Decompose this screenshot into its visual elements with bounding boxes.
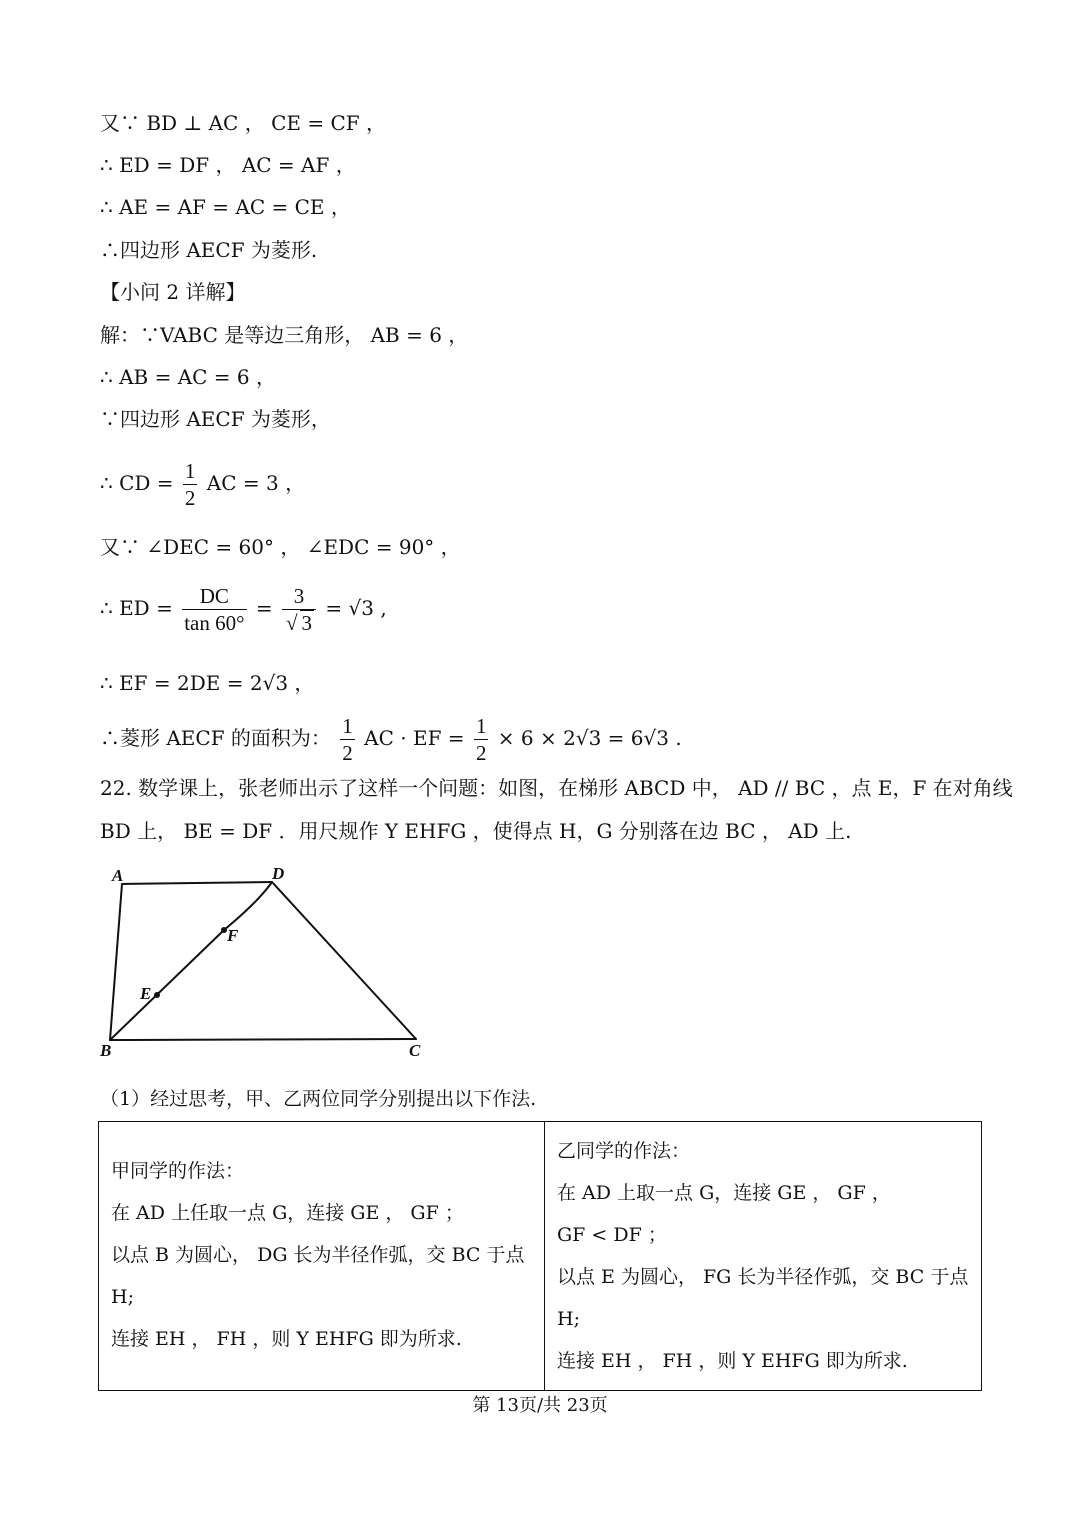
fraction-denominator: 2	[342, 741, 353, 765]
subquestion-1: （1）经过思考，甲、乙两位同学分别提出以下作法.	[100, 1088, 537, 1110]
point-e	[154, 992, 160, 998]
fraction-numerator: 1	[184, 459, 196, 483]
fraction-one-half-a	[340, 713, 355, 766]
method-b-line-2: GF < DF ；	[557, 1224, 667, 1246]
method-b-line-3: 以点 E 为圆心， FG 长为半径作弧，交 BC 于点	[557, 1266, 969, 1288]
side-ab	[110, 884, 122, 1040]
part2-step-1: 解：∵VABC 是等边三角形， AB = 6 ，	[100, 323, 469, 347]
question-22-line-2: BD 上， BE = DF ．用尺规作 Y EHFG ，使得点 H，G 分别落在边 BC ， AD 上.	[100, 819, 852, 843]
part2-step-8	[100, 710, 682, 766]
step4-suffix: AC = 3 ，	[206, 471, 306, 495]
step8-prefix: ∴菱形 AECF 的面积为：	[100, 726, 331, 750]
diagonal-bd	[110, 882, 272, 1040]
page-footer: 第 13页/共 23页	[472, 1395, 608, 1416]
method-a-cell	[99, 1122, 545, 1391]
method-b-cell	[545, 1122, 982, 1391]
fraction-one-half-b	[474, 713, 489, 766]
method-a-title: 甲同学的作法：	[111, 1160, 245, 1182]
step4-prefix: ∴ CD =	[100, 471, 174, 495]
side-ad	[122, 882, 272, 884]
method-a-line-4: 连接 EH ， FH ，则 Y EHFG 即为所求.	[111, 1328, 462, 1350]
part2-step-7: ∴ EF = 2DE = 2√3 ，	[100, 671, 315, 695]
fraction-numerator: 1	[342, 714, 353, 738]
method-a-line-3: H;	[111, 1286, 134, 1308]
label-f: F	[227, 926, 239, 945]
part2-step-6	[100, 580, 387, 636]
equals-sign: =	[255, 596, 273, 620]
fraction-numerator: 1	[475, 714, 487, 738]
label-b: B	[100, 1041, 112, 1060]
proof-line-3: ∴ AE = AF = AC = CE ，	[100, 195, 351, 219]
fraction-denominator	[282, 610, 316, 636]
side-bc	[110, 1039, 416, 1040]
step6-prefix: ∴ ED =	[100, 596, 173, 620]
method-a-line-1: 在 AD 上任取一点 G，连接 GE ， GF ；	[111, 1202, 464, 1224]
fraction-one-half	[183, 458, 198, 511]
fraction-numerator: 3	[282, 583, 316, 610]
fraction-denominator: 2	[475, 741, 487, 765]
fraction-denominator: 2	[184, 486, 196, 510]
part2-step-3: ∵四边形 AECF 为菱形，	[100, 407, 331, 431]
part2-heading: 【小问 2 详解】	[100, 280, 246, 304]
methods-table	[98, 1121, 982, 1391]
proof-line-1: 又∵ BD ⊥ AC ， CE = CF ，	[100, 111, 386, 135]
part2-step-5: 又∵ ∠DEC = 60° ， ∠EDC = 90° ，	[100, 535, 461, 559]
fraction-three-over-root-three	[282, 583, 316, 636]
part2-step-2: ∴ AB = AC = 6 ，	[100, 365, 276, 389]
side-dc	[272, 882, 416, 1039]
label-e: E	[140, 984, 152, 1003]
method-a-line-2: 以点 B 为圆心， DG 长为半径作弧，交 BC 于点	[111, 1244, 525, 1266]
step6-suffix: = √3 ,	[325, 596, 387, 620]
trapezoid-figure	[96, 862, 436, 1068]
step8-middle: AC · EF =	[364, 726, 465, 750]
proof-line-2: ∴ ED = DF ， AC = AF ，	[100, 153, 356, 177]
method-b-line-4: H;	[557, 1308, 580, 1330]
methods-row	[99, 1122, 982, 1391]
question-22-line-1: 22. 数学课上，张老师出示了这样一个问题：如图，在梯形 ABCD 中， AD // BC ，点 E，F 在对角线	[100, 776, 1013, 800]
sqrt-radicand: 3	[301, 611, 313, 635]
label-c: C	[409, 1041, 421, 1060]
sqrt-sign: √	[286, 611, 298, 635]
method-b-line-1: 在 AD 上取一点 G，连接 GE ， GF ，	[557, 1182, 891, 1204]
part2-step-4	[100, 455, 305, 511]
step8-suffix: × 6 × 2√3 = 6√3 .	[497, 726, 682, 750]
fraction-numerator: DC	[182, 583, 246, 610]
method-b-title: 乙同学的作法：	[557, 1140, 691, 1162]
fraction-denominator: tan 60°	[184, 611, 245, 635]
label-d: D	[272, 864, 285, 883]
fraction-dc-over-tan	[182, 583, 246, 636]
proof-line-4: ∴四边形 AECF 为菱形.	[100, 238, 318, 262]
label-a: A	[112, 866, 124, 885]
method-b-line-5: 连接 EH ， FH ，则 Y EHFG 即为所求.	[557, 1350, 908, 1372]
